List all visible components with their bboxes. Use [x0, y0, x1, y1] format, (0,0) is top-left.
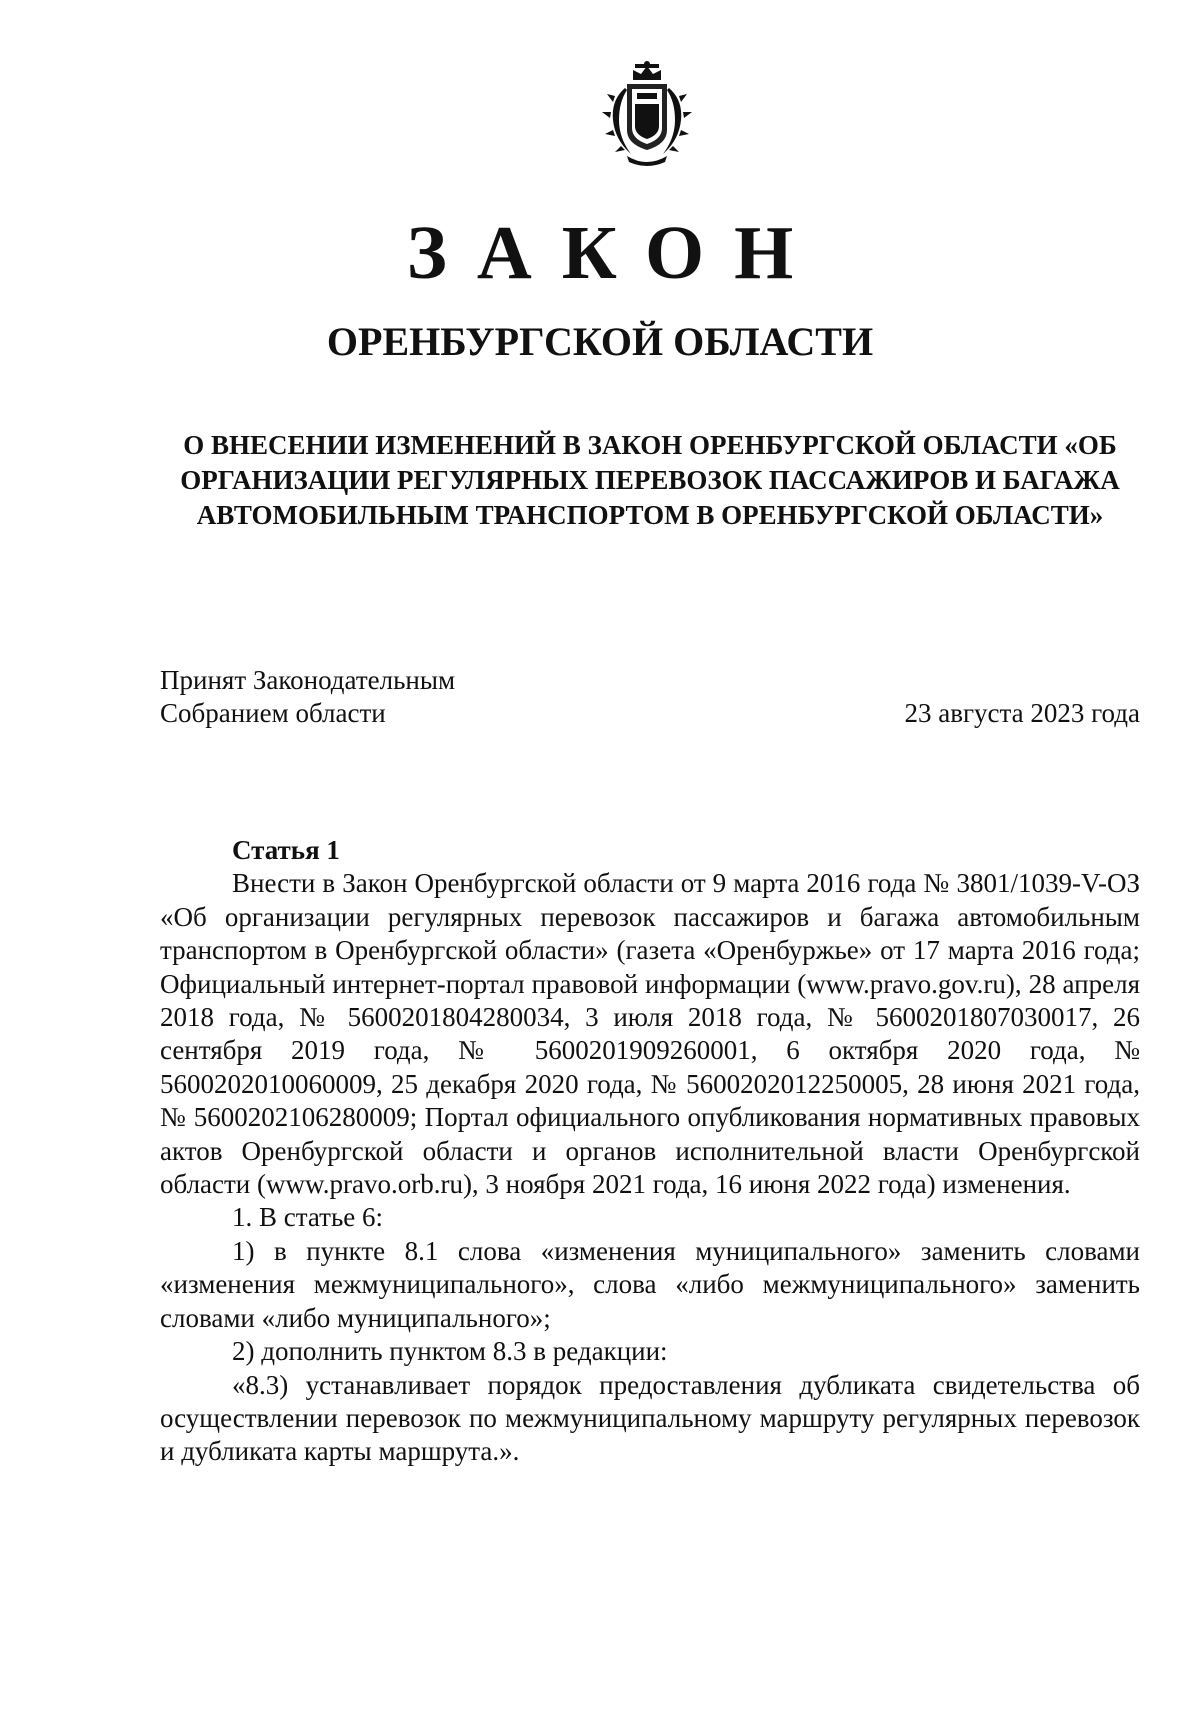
- law-subject-heading: О ВНЕСЕНИИ ИЗМЕНЕНИЙ В ЗАКОН ОРЕНБУРГСКОЙ ОБЛАСТИ «ОБ ОРГАНИЗАЦИИ РЕГУЛЯРНЫХ ПЕРЕВОЗОК ПАССАЖИРОВ И БАГАЖА АВТОМОБИЛЬНЫМ ТРАНСПОРТОМ В ОРЕНБУРГСКОЙ ОБЛАСТИ»: [180, 430, 1120, 530]
- adoption-line-1: Принят Законодательным: [160, 665, 456, 695]
- adoption-block: [160, 664, 1140, 730]
- adoption-date: 23 августа 2023 года: [904, 698, 1140, 728]
- article-1: [160, 834, 1140, 1469]
- adoption-line-2: Собранием области: [160, 698, 386, 728]
- article-paragraph: 2) дополнить пунктом 8.3 в редакции:: [232, 1336, 668, 1367]
- article-paragraph: «8.3) устанавливает порядок предоставления дубликата свидетельства об осуществлении перевозок по межмуниципальному маршруту регулярных перевозок и дубликата карты маршрута.».: [160, 1369, 1140, 1467]
- article-paragraph: 1) в пункте 8.1 слова «изменения муниципального» заменить словами «изменения межмуниципального», слова «либо межмуниципального» заменить словами «либо муниципального»;: [160, 1235, 1140, 1333]
- article-paragraph: 1. В статье 6:: [232, 1202, 384, 1233]
- law-title: ЗАКОН: [406, 211, 824, 295]
- article-paragraph: Внести в Закон Оренбургской области от 9 марта 2016 года № 3801/1039-V-ОЗ «Об организации регулярных перевозок пассажиров и багажа автомобильным транспортом в Оренбургской области» (газета «Оренбуржье» от 17 марта 2016 года; Официальный интернет-портал правовой информации (www.pravo.gov.ru), 28 апреля 2018 года, № 5600201804280034, 3 июля 2018 года, № 5600201807030017, 26 сентября 2019 года, № 5600201909260001, 6 октября 2020 года, № 5600202010060009, 25 декабря 2020 года, № 5600202012250005, 28 июня 2021 года, № 5600202106280009; Портал официального опубликования нормативных правовых актов Оренбургской области и органов исполнительной власти Оренбургской области (www.pravo.orb.ru), 3 ноября 2021 года, 16 июня 2022 года) изменения.: [160, 868, 1140, 1200]
- region-title: ОРЕНБУРГСКОЙ ОБЛАСТИ: [326, 319, 874, 364]
- article-title: Статья 1: [232, 835, 340, 865]
- coat-of-arms-icon: [597, 60, 697, 170]
